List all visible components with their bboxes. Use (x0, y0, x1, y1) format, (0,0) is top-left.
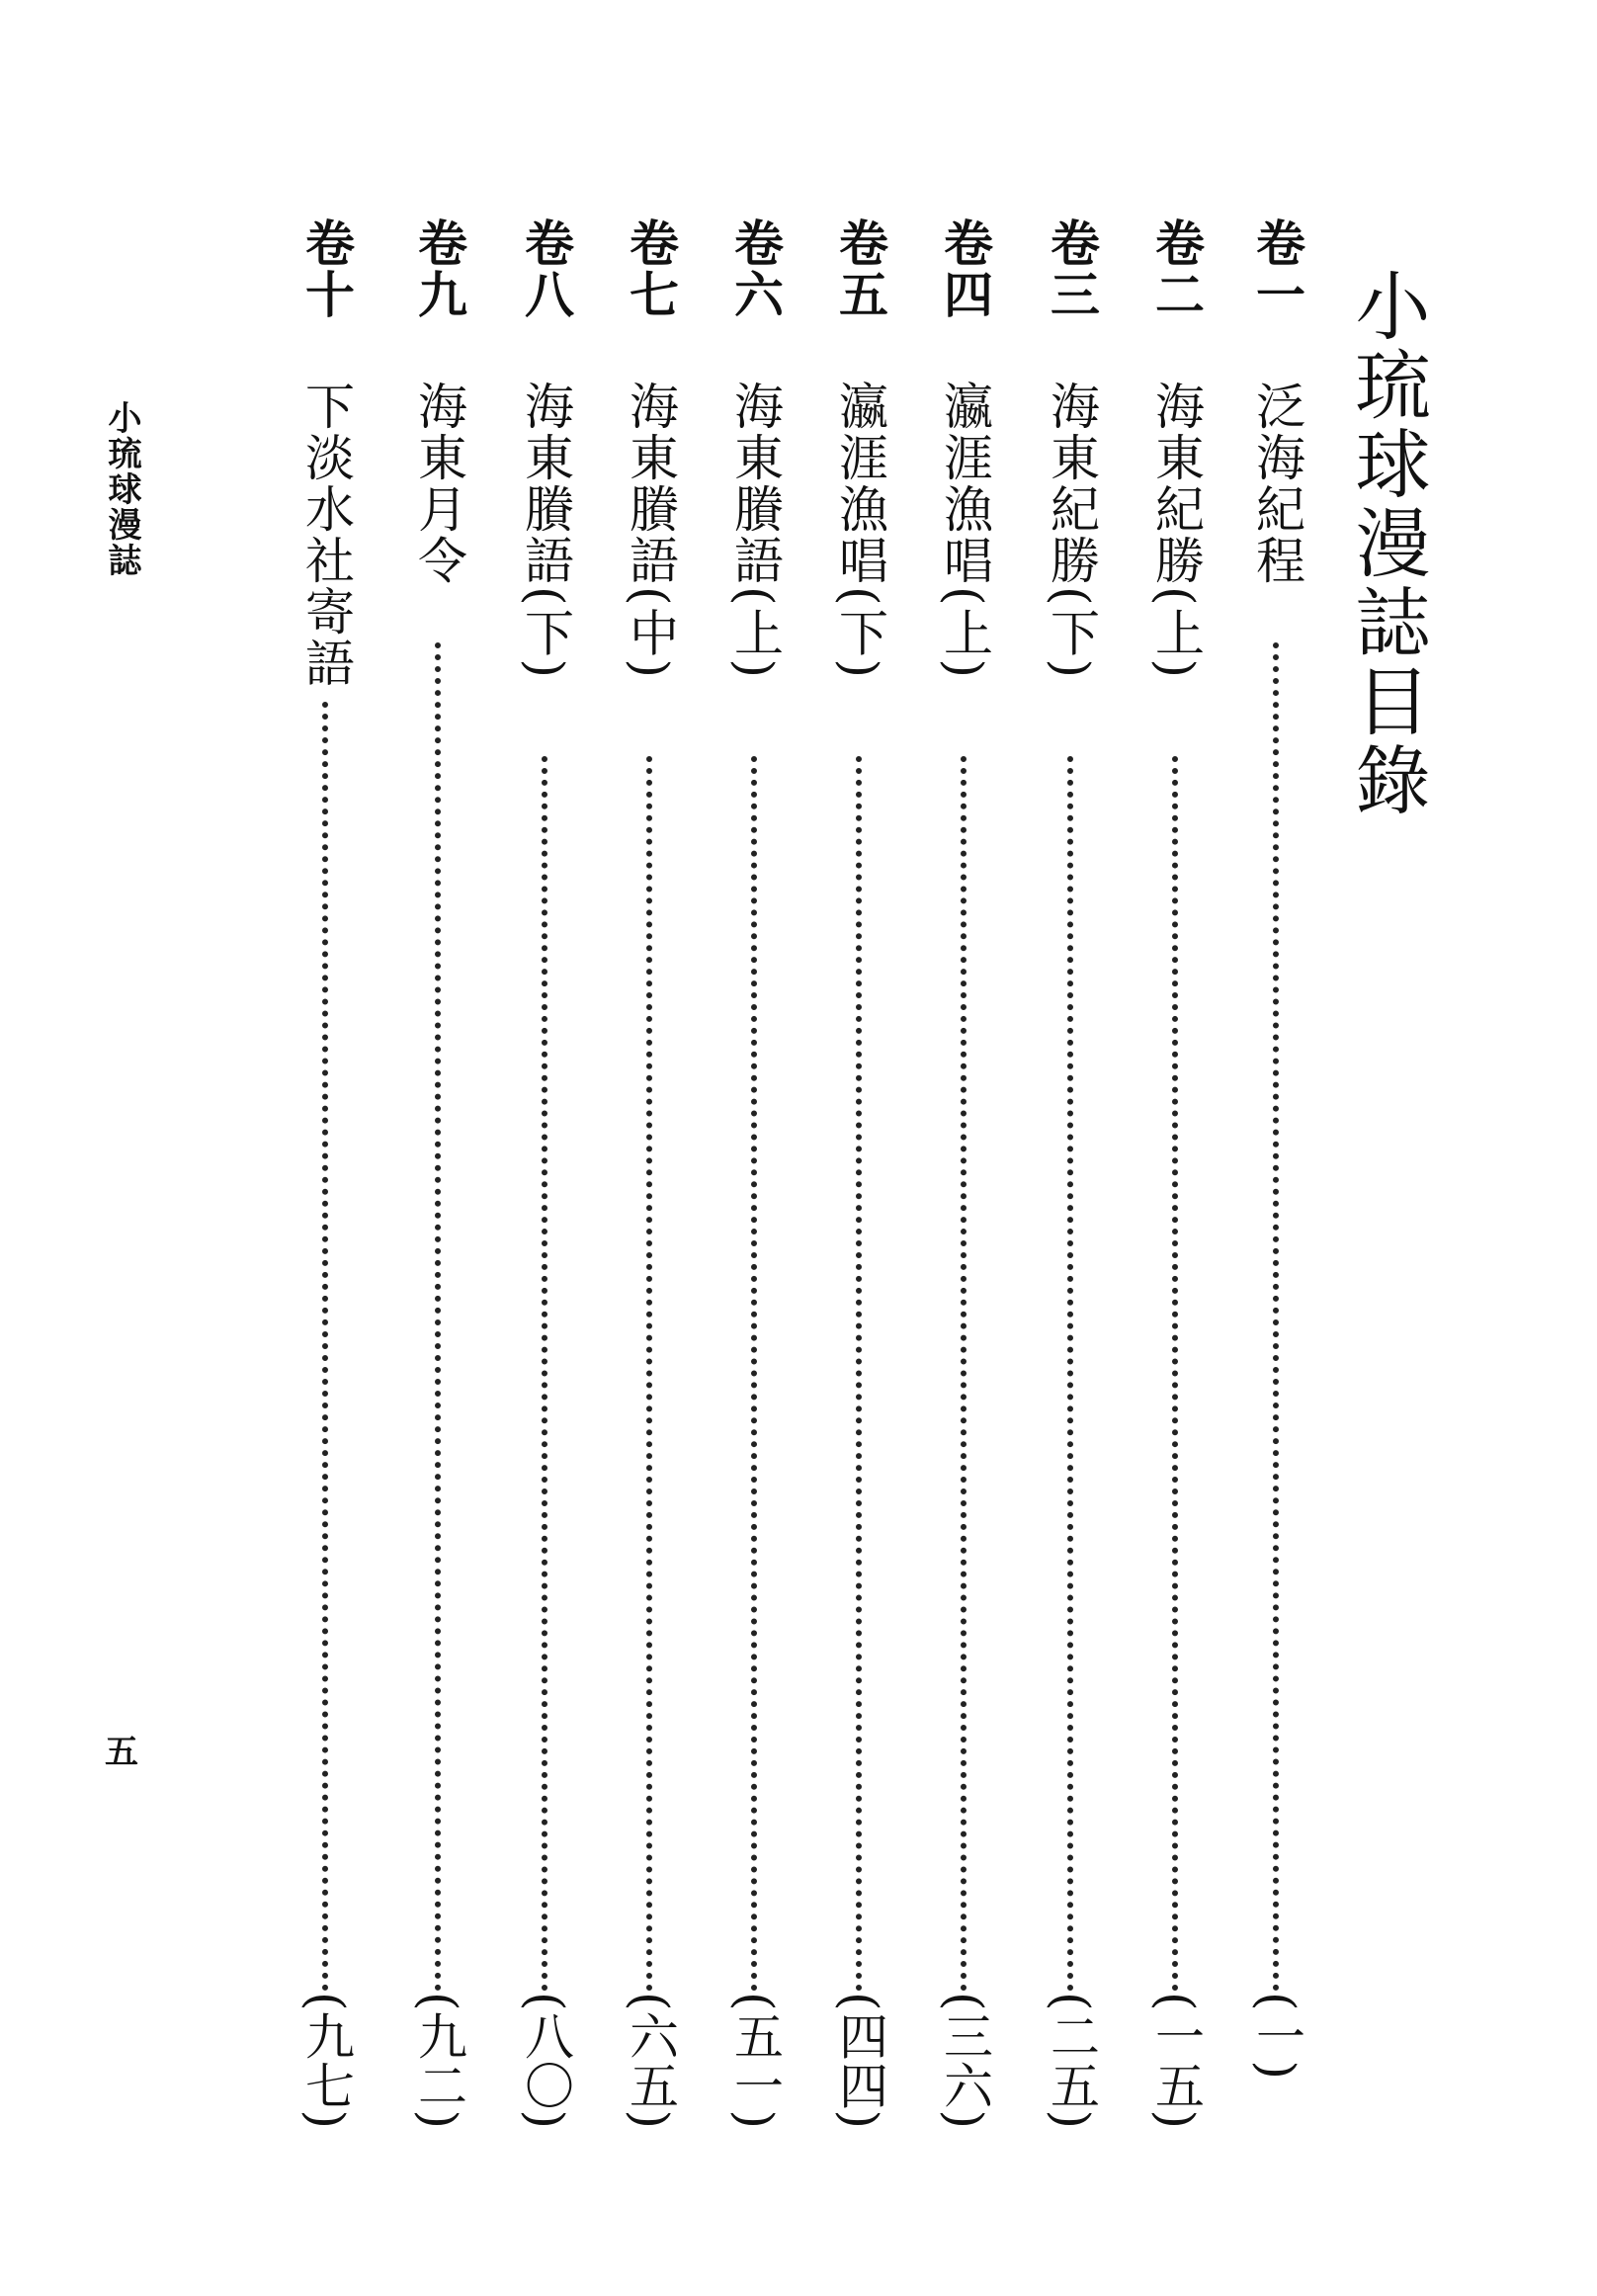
toc-entry (725, 217, 785, 2145)
volume-label: 卷三 (1043, 217, 1101, 320)
chapter-page: (八〇) (517, 1992, 574, 2130)
chapter-page: (五一) (726, 1992, 784, 2130)
toc-entry (621, 217, 680, 2145)
volume-label: 卷五 (831, 217, 889, 320)
dot-leader (646, 756, 652, 1992)
chapter-title: 海東紀勝(下) (1043, 381, 1100, 681)
toc-entry (516, 217, 575, 2145)
chapter-page: (二五) (1043, 1992, 1100, 2130)
chapter-title: 海東賸語(中) (622, 381, 679, 681)
volume-label: 卷九 (410, 217, 468, 320)
toc-entry (935, 217, 994, 2145)
chapter-page: (九七) (297, 1992, 355, 2130)
chapter-title: 海東月令 (410, 381, 467, 586)
dot-leader (1273, 642, 1279, 1992)
toc-title: 小琉球漫誌目錄 (1343, 267, 1431, 820)
dot-leader (856, 756, 862, 1992)
dot-leader (1172, 756, 1178, 1992)
chapter-page: (九二) (410, 1992, 467, 2130)
volume-label: 卷四 (936, 217, 994, 320)
dot-leader (1067, 756, 1073, 1992)
chapter-title: 海東賸語(下) (517, 381, 574, 681)
dot-leader (961, 756, 967, 1992)
toc-entry (830, 217, 889, 2145)
chapter-title: 瀛涯漁唱(上) (936, 381, 993, 681)
dot-leader (435, 642, 441, 1992)
volume-label: 卷一 (1248, 217, 1306, 320)
running-header: 小琉球漫誌 (102, 400, 141, 578)
toc-entry (409, 217, 468, 2145)
dot-leader (322, 702, 328, 1992)
volume-label: 卷十 (297, 217, 356, 320)
toc-entry (1042, 217, 1101, 2145)
chapter-title: 海東紀勝(上) (1147, 381, 1205, 681)
dot-leader (542, 756, 547, 1992)
volume-label: 卷二 (1147, 217, 1206, 320)
volume-label: 卷八 (517, 217, 575, 320)
chapter-page: (四四) (831, 1992, 888, 2130)
chapter-page: (三六) (936, 1992, 993, 2130)
toc-entry (1146, 217, 1206, 2145)
chapter-title: 海東賸語(上) (726, 381, 784, 681)
volume-label: 卷七 (622, 217, 680, 320)
volume-label: 卷六 (726, 217, 785, 320)
chapter-page: (六五) (622, 1992, 679, 2130)
chapter-page: (一) (1248, 1992, 1305, 2081)
chapter-title: 泛海紀程 (1248, 381, 1305, 586)
toc-entry (296, 217, 356, 2145)
chapter-page: (一五) (1147, 1992, 1205, 2130)
toc-entry (1247, 217, 1306, 2145)
page-number: 五 (105, 1733, 138, 1772)
chapter-title: 瀛涯漁唱(下) (831, 381, 888, 681)
chapter-title: 下淡水社寄語 (297, 381, 355, 689)
dot-leader (751, 756, 757, 1992)
